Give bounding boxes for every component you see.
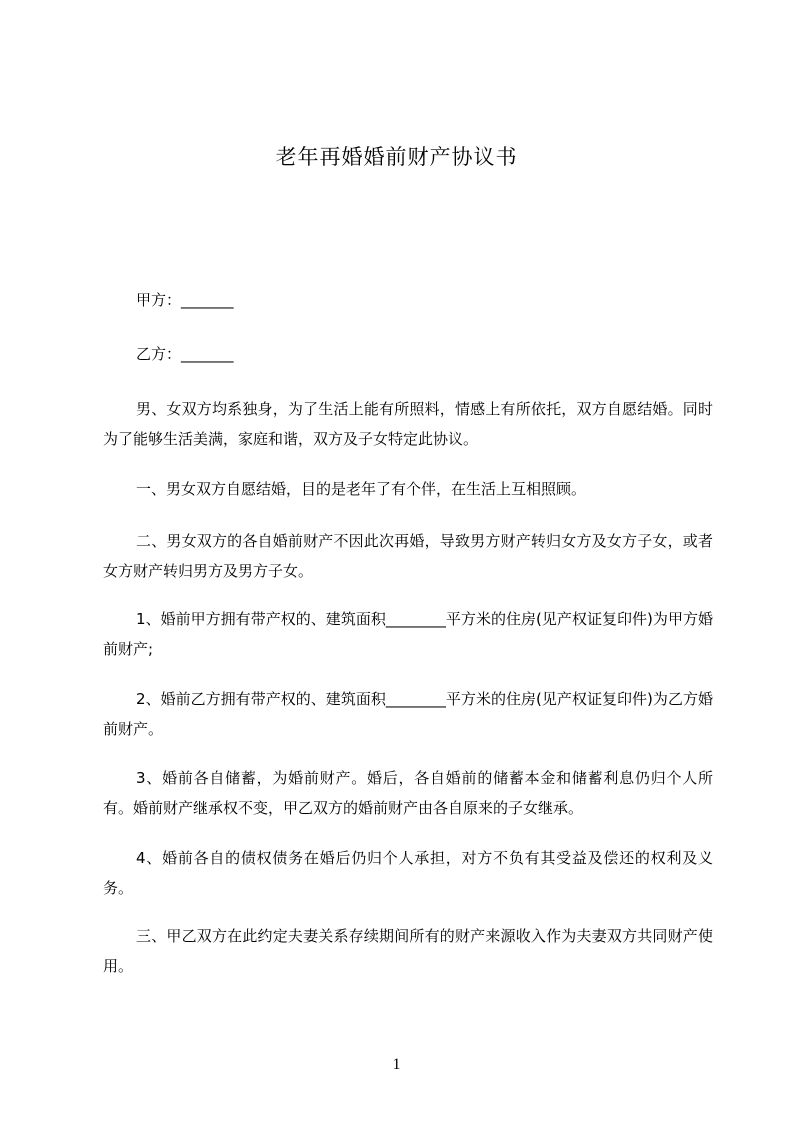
intro-paragraph: 男、女双方均系独身，为了生活上能有所照料，情感上有所依托，双方自愿结婚。同时为了能够生活美满，家庭和谐，双方及子女特定此协议。 bbox=[103, 400, 713, 448]
clause-2-item-2: 2、婚前乙方拥有带产权的、建筑面积________平方米的住房(见产权证复印件)为乙方婚前财产。 bbox=[103, 690, 713, 738]
clause-2-item-1: 1、婚前甲方拥有带产权的、建筑面积________平方米的住房(见产权证复印件)为甲方婚前财产; bbox=[103, 610, 713, 658]
party-a-line: 甲方：_______ bbox=[136, 291, 234, 309]
clause-2-item-4: 4、婚前各自的债权债务在婚后仍归个人承担，对方不负有其受益及偿还的权利及义务。 bbox=[103, 849, 713, 897]
party-b-line: 乙方：_______ bbox=[136, 345, 234, 363]
clause-2-item-3: 3、婚前各自储蓄，为婚前财产。婚后，各自婚前的储蓄本金和储蓄利息仍归个人所有。婚前财产继承权不变，甲乙双方的婚前财产由各自原来的子女继承。 bbox=[103, 769, 713, 817]
clause-2-paragraph: 二、男女双方的各自婚前财产不因此次再婚，导致男方财产转归女方及女方子女，或者女方财产转归男方及男方子女。 bbox=[103, 532, 713, 580]
clause-3-paragraph: 三、甲乙双方在此约定夫妻关系存续期间所有的财产来源收入作为夫妻双方共同财产使用。 bbox=[103, 927, 713, 975]
document-title: 老年再婚婚前财产协议书 bbox=[275, 145, 518, 169]
clause-1-paragraph: 一、男女双方自愿结婚，目的是老年了有个伴，在生活上互相照顾。 bbox=[136, 480, 587, 498]
page-number: 1 bbox=[392, 1056, 401, 1073]
